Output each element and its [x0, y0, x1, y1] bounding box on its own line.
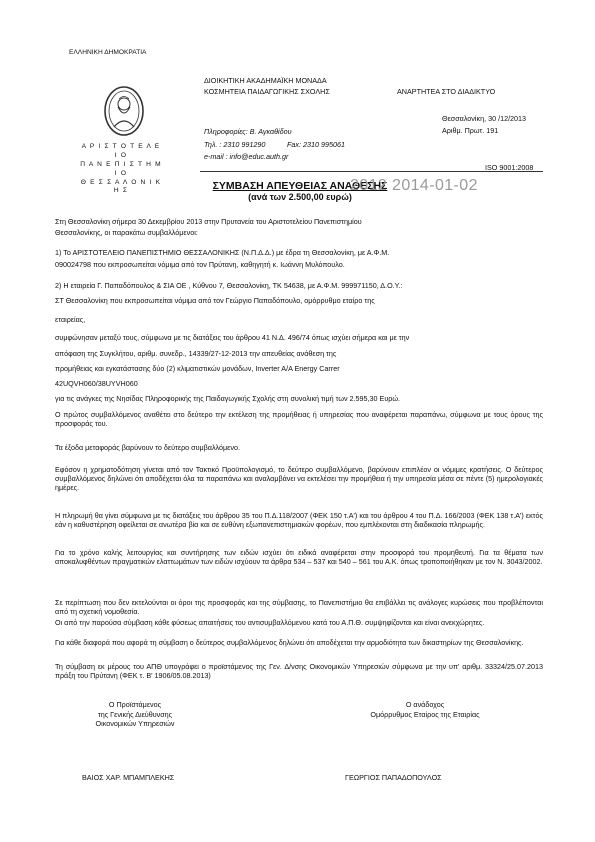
- contact-info: Πληροφορίες: Β. Αγκαθίδου: [204, 127, 292, 136]
- paragraph-jurisdiction: Για κάθε διαφορά που αφορά τη σύμβαση ο δεύτερος συμβαλλόμενος δηλώνει ότι αποδέχεται την αρμοδιότητα των δικαστηρίων της Θεσσαλονίκης.: [55, 638, 524, 647]
- party-1-line-2: 090024798 που εκπροσωπείται νόμιμα από τον Πρύτανη, καθηγητή κ. Ιωάννη Μυλόπουλο.: [55, 260, 345, 269]
- paragraph-sanctions: Σε περίπτωση που δεν εκτελούνται οι όροι της προσφοράς και της σύμβασης, το Πανεπιστήμιο θα επιβάλλει τις ανάλογες κυρώσεις που προβλέπονται από τη σχετική νομοθεσία.: [55, 598, 543, 616]
- admin-unit: ΔΙΟΙΚΗΤΙΚΗ ΑΚΑΔΗΜΑΪΚΗ ΜΟΝΑΔΑ: [204, 76, 327, 85]
- university-line-3: Θ Ε Σ Σ Α Λ Ο Ν Ι Κ Η Σ: [80, 178, 162, 195]
- iso-label: ISO 9001:2008: [485, 163, 534, 172]
- signatory-title-3: Οικονομικών Υπηρεσιών: [95, 719, 175, 729]
- contract-title: ΣΥΜΒΑΣΗ ΑΠΕΥΘΕΙΑΣ ΑΝΑΘΕΣΗΣ: [212, 180, 388, 192]
- contractor-title-2: Ομόρρυθμος Εταίρος της Εταιρίας: [370, 709, 480, 719]
- header-divider: [200, 171, 543, 172]
- party-1-line-1: 1) Το ΑΡΙΣΤΟΤΕΛΕΙΟ ΠΑΝΕΠΙΣΤΗΜΙΟ ΘΕΣΣΑΛΟΝΙΚΗΣ (Ν.Π.Δ.Δ.) με έδρα τη Θεσσαλονίκη, με Α.Φ.Μ.: [55, 248, 390, 257]
- internet-post-note: ΑΝΑΡΤΗΤΕΑ ΣΤΟ ΔΙΑΔΙΚΤΥΟ: [397, 87, 496, 96]
- aristotle-seal-logo: [103, 85, 145, 137]
- paragraph-claims: Οι από την παρούσα σύμβαση κάθε φύσεως απαιτήσεις του αντισυμβαλλόμενου κατά του Α.Π.Θ. συμψηφίζονται και είναι ανεκχώρητες.: [55, 618, 485, 627]
- signatory-name-university: ΒΑΙΟΣ ΧΑΡ. ΜΠΑΜΠΛΕΚΗΣ: [82, 773, 175, 782]
- contractor-title-1: Ο ανάδοχος: [405, 700, 445, 709]
- party-2-line-1: 2) Η εταιρεία Γ. Παπαδόπουλος & ΣΙΑ ΟΕ , Κύθνου 7, Θεσσαλονίκη, ΤΚ 54638, με Α.Φ.Μ. 999971150, Δ.Ο.Υ.:: [55, 281, 403, 290]
- signature-block-university: [55, 700, 215, 729]
- place-date: Θεσσαλονίκη, 30 /12/2013: [442, 114, 527, 123]
- signatory-title-2: της Γενικής Διεύθυνσης: [97, 709, 173, 719]
- university-line-2: Π Α Ν Ε Π Ι Σ Τ Η Μ Ι Ο: [80, 160, 162, 177]
- signature-block-contractor: [330, 700, 520, 719]
- paragraph-payment: Η πληρωμή θα γίνει σύμφωνα με τις διατάξεις του άρθρου 35 του Π.Δ.118/2007 (ΦΕΚ 150 τ.Α') και του άρθρου 4 του Π.Δ. 166/2003 (ΦΕΚ 138 τ.Α') εκτός εάν η καθυστέρηση οφείλεται σε ανωτέρα βία και σε ευθύνη εξωπανεπιστημιακών φορέων, που εμπλέκονται στη διαδικασία πληρωμής.: [55, 511, 543, 529]
- paragraph-signatory: Τη σύμβαση εκ μέρους του ΑΠΘ υπογράφει ο προϊστάμενος της Γεν. Δ/νσης Οικονομικών Υπηρεσιών σύμφωνα με την υπ' αριθμ. 33324/25.07.2013 πράξη του Πρύτανη (ΦΕΚ τ. Β' 1906/05.08.2013): [55, 662, 543, 680]
- party-2-line-3: εταιρείας,: [55, 315, 86, 324]
- university-line-1: Α Ρ Ι Σ Τ Ο Τ Ε Λ Ε Ι Ο: [81, 143, 161, 159]
- paragraph-funding: Εφόσον η χρηματοδότηση γίνεται από τον Τακτικό Προϋπολογισμό, το δεύτερο συμβαλλόμενο, βαρύνουν επιπλέον οι νόμιμες κρατήσεις. Ο δεύτερος συμβαλλόμενος δηλώνει ότι αποδέχεται όλα τα παραπάνω και αναλαμβάνει να εκτελέσει την προμήθεια ή την υπηρεσία μέσα σε πέντε (5) ημερολογιακές ημέρες.: [55, 465, 543, 492]
- intro-line-1: Στη Θεσσαλονίκη σήμερα 30 Δεκεμβρίου 2013 στην Πρυτανεία του Αριστοτελείου Πανεπιστημίου: [55, 217, 362, 226]
- paragraph-warranty: Για το χρόνο καλής λειτουργίας και συντήρησης των ειδών ισχύει ότι ειδικά αναφέρεται στην προσφορά του προμηθευτή. Για τα θέματα των αποκαλυφθέντων πραγματικών ελαττωμάτων των ειδών ισχύουν τα άρθρα 534 – 537 και 540 – 561 του Α.Κ. όπως τροποποιήθηκαν με τον Ν. 3043/2002.: [55, 548, 543, 566]
- signatory-title-1: Ο Προϊστάμενος: [108, 700, 162, 709]
- republic-heading: ΕΛΛΗΝΙΚΗ ΔΗΜΟΚΡΑΤΙΑ: [69, 49, 147, 56]
- contract-subtitle: (ανά των 2.500,00 ευρώ): [248, 192, 352, 202]
- registration-stamp: 2012 2014-01-02: [350, 177, 478, 194]
- party-2-line-2: ΣΤ Θεσσαλονίκη που εκπροσωπείται νόμιμα από τον Γεώργιο Παπαδόπουλο, ομόρρυθμο εταίρο της: [55, 296, 375, 305]
- agreement-line-2: απόφαση της Συγκλήτου, αριθμ. συνεδρ., 14339/27-12-2013 την απευθείας ανάθεση της: [55, 349, 337, 358]
- agreement-line-1: συμφώνησαν μεταξύ τους, σύμφωνα με τις διατάξεις του άρθρου 41 Ν.Δ. 496/74 όπως ισχύει σήμερα και με την: [55, 333, 410, 342]
- agreement-line-4: 42UQVH060/38UYVH060: [55, 379, 138, 388]
- paragraph-transport: Τα έξοδα μεταφοράς βαρύνουν το δεύτερο συμβαλλόμενο.: [55, 443, 240, 452]
- protocol-number: Αριθμ. Πρωτ. 191: [442, 126, 499, 135]
- contact-email: e-mail : info@educ.auth.gr: [204, 152, 289, 161]
- intro-line-2: Θεσσαλονίκης, οι παρακάτω συμβαλλόμενοι:: [55, 228, 198, 237]
- signatory-name-contractor: ΓΕΩΡΓΙΟΣ ΠΑΠΑΔΟΠΟΥΛΟΣ: [345, 773, 442, 782]
- contact-tel: Τηλ. : 2310 991290: [204, 140, 266, 149]
- paragraph-assignment: Ο πρώτος συμβαλλόμενος αναθέτει στο δεύτερο την εκτέλεση της προμήθειας ή υπηρεσίας που αναφέρεται παραπάνω, σύμφωνα με τους όρους της προσφοράς του.: [55, 410, 543, 428]
- contact-fax: Fax: 2310 995061: [287, 140, 345, 149]
- agreement-line-3: προμήθειας και εγκατάστασης δύο (2) κλιματιστικών μονάδων, Inverter A/A Energy Carrer: [55, 364, 340, 373]
- agreement-line-5: για τις ανάγκες της Νησίδας Πληροφορικής της Παιδαγωγικής Σχολής στη συνολική τιμή των 2.595,30 Ευρώ.: [55, 394, 400, 403]
- secretariat: ΚΟΣΜΗΤΕΙΑ ΠΑΙΔΑΓΩΓΙΚΗΣ ΣΧΟΛΗΣ: [204, 87, 330, 96]
